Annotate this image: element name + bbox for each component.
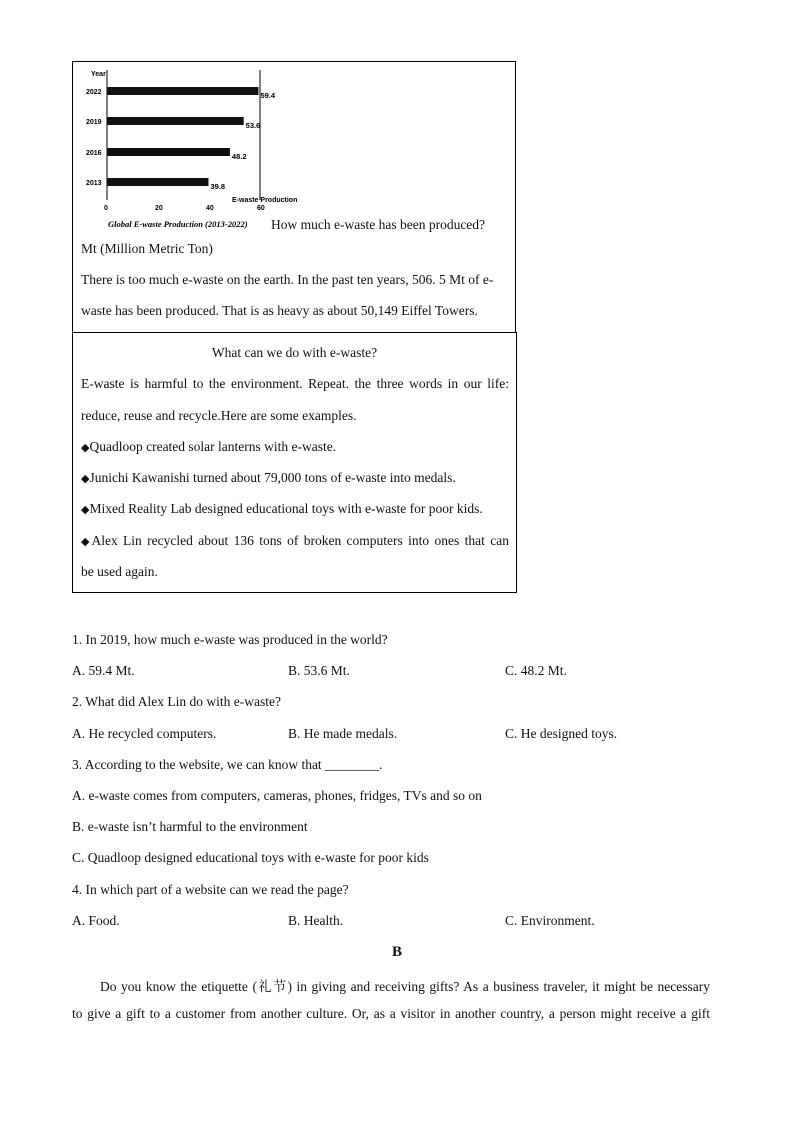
q2-option-a: A. He recycled computers. <box>72 726 217 741</box>
q1-option-c: C. 48.2 Mt. <box>505 663 567 678</box>
section-b-line1: Do you know the etiquette (礼节) in giving and receiving gifts? As a business traveler, it might be necessary <box>100 979 710 994</box>
para2-line2: reduce, reuse and recycle.Here are some examples. <box>81 408 357 423</box>
bar <box>107 117 244 125</box>
q3-option-c: C. Quadloop designed educational toys with e-waste for poor kids <box>72 850 429 865</box>
y-tick-label: 2016 <box>86 150 102 157</box>
bar-value-label: 48.2 <box>231 152 247 161</box>
y-tick-label: 2013 <box>86 180 102 187</box>
para1-line2: waste has been produced. That is as heavy as about 50,149 Eiffel Towers. <box>81 303 478 318</box>
x-tick-label: 0 <box>104 205 108 212</box>
question-1-stem: 1. In 2019, how much e-waste was produced in the world? <box>72 632 388 647</box>
bar <box>107 87 258 95</box>
section-b-line2: to give a gift to a customer from another culture. Or, as a visitor in another country, a person might receive a gift <box>72 1006 710 1021</box>
q1-option-b: B. 53.6 Mt. <box>288 663 350 678</box>
diamond-bullet-icon: ◆ <box>81 472 90 485</box>
bullet-item: ◆Mixed Reality Lab designed educational toys with e-waste for poor kids. <box>81 501 483 516</box>
bar <box>107 178 208 186</box>
bullet-item: ◆Alex Lin recycled about 136 tons of broken computers into ones that can <box>81 533 509 548</box>
q4-option-b: B. Health. <box>288 913 344 928</box>
diamond-bullet-icon: ◆ <box>81 535 92 548</box>
y-axis-label: Year <box>91 71 106 78</box>
e-waste-bar-chart <box>82 62 298 232</box>
heading-how-much: How much e-waste has been produced? <box>271 217 486 232</box>
para2-line1: E-waste is harmful to the environment. Repeat. the three words in our life: <box>81 376 509 391</box>
heading-what-can-we-do: What can we do with e-waste? <box>211 345 378 360</box>
x-axis-label: E-waste Production <box>232 197 298 204</box>
bullet-item: ◆Junichi Kawanishi turned about 79,000 tons of e-waste into medals. <box>81 470 456 485</box>
bullet4-continuation: be used again. <box>81 564 158 579</box>
bullet-item: ◆Quadloop created solar lanterns with e-waste. <box>81 439 337 454</box>
section-b-label: B <box>391 944 402 960</box>
y-tick-label: 2022 <box>86 89 102 96</box>
diamond-bullet-icon: ◆ <box>81 503 90 516</box>
chart-title: Global E-waste Production (2013-2022) <box>108 219 248 229</box>
question-2-stem: 2. What did Alex Lin do with e-waste? <box>72 694 281 709</box>
x-tick-label: 40 <box>206 205 214 212</box>
q3-option-b: B. e-waste isn’t harmful to the environment <box>72 819 308 834</box>
x-tick-label: 60 <box>257 205 265 212</box>
para1-line1: There is too much e-waste on the earth. In the past ten years, 506. 5 Mt of e- <box>81 272 494 287</box>
bar <box>107 148 230 156</box>
q2-option-b: B. He made medals. <box>288 726 398 741</box>
bar-value-label: 53.6 <box>245 121 261 130</box>
q4-option-c: C. Environment. <box>505 913 595 928</box>
passage-box-bottom <box>72 332 517 593</box>
q3-option-a: A. e-waste comes from computers, cameras, phones, fridges, TVs and so on <box>72 788 482 803</box>
bar-value-label: 59.4 <box>260 91 276 100</box>
q2-option-c: C. He designed toys. <box>505 726 618 741</box>
unit-note: Mt (Million Metric Ton) <box>81 241 213 256</box>
bar-value-label: 39.8 <box>210 182 226 191</box>
q1-option-a: A. 59.4 Mt. <box>72 663 135 678</box>
q4-option-a: A. Food. <box>72 913 120 928</box>
y-tick-label: 2019 <box>86 119 102 126</box>
diamond-bullet-icon: ◆ <box>81 441 90 454</box>
x-tick-label: 20 <box>155 205 163 212</box>
question-4-stem: 4. In which part of a website can we read the page? <box>72 882 349 897</box>
question-3-stem: 3. According to the website, we can know that ________. <box>72 757 383 772</box>
